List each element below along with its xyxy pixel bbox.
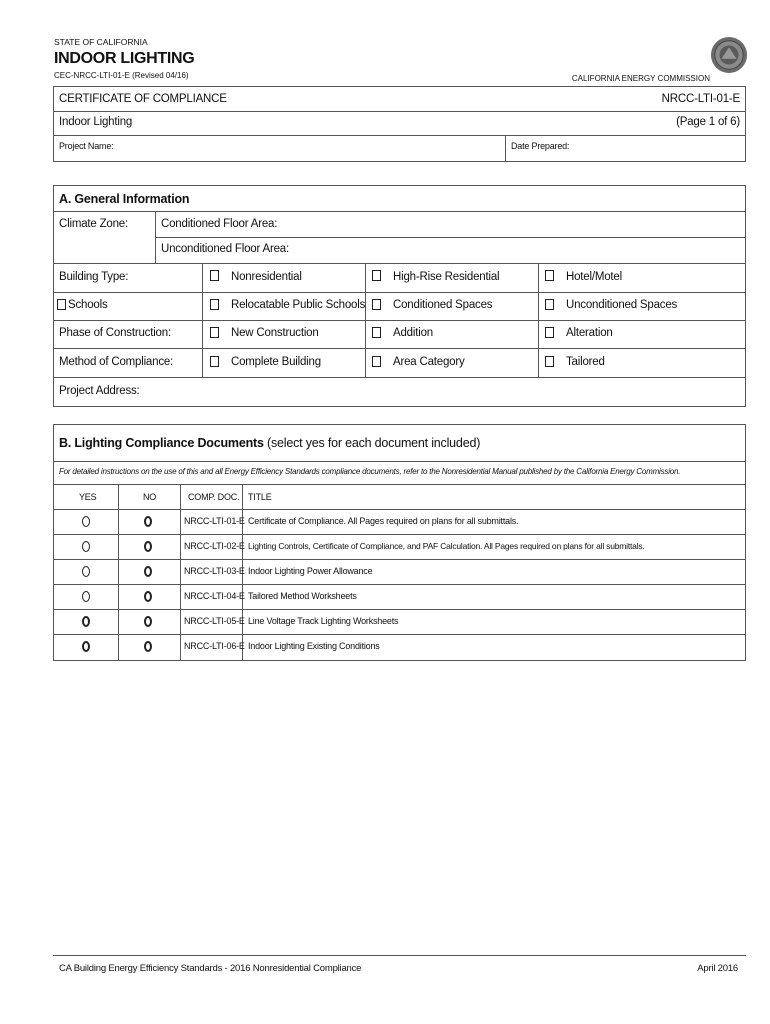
instructions-text: For detailed instructions on the use of this and all Energy Efficiency Standards compliance documents, refer to the Nonresidential Manual published by the California Energy Commission. [59, 467, 681, 476]
yes-radio[interactable] [82, 516, 90, 527]
form-id: CEC-NRCC-LTI-01-E (Revised 04/16) [54, 71, 189, 80]
complete-building-checkbox[interactable] [210, 356, 219, 367]
doc-title: Lighting Controls, Certificate of Compliance, and PAF Calculation. All Pages required on plans for all submittals. [248, 541, 645, 551]
option-label: Unconditioned Spaces [566, 299, 678, 311]
section-a-box [53, 185, 746, 407]
option-label: High-Rise Residential [393, 271, 500, 283]
project-name-label[interactable]: Project Name: [59, 141, 114, 151]
option-label: Hotel/Motel [566, 271, 622, 283]
state-label: STATE OF CALIFORNIA [54, 37, 148, 47]
doc-code: NRCC-LTI-02-E [184, 541, 245, 551]
form-title: INDOOR LIGHTING [54, 50, 195, 67]
no-radio[interactable] [144, 516, 152, 527]
no-radio[interactable] [144, 616, 152, 627]
doc-code: NRCC-LTI-01-E [184, 516, 245, 526]
unconditioned-area-label[interactable]: Unconditioned Floor Area: [161, 243, 289, 255]
certificate-title: CERTIFICATE OF COMPLIANCE [59, 93, 227, 105]
hotel-motel-checkbox[interactable] [545, 270, 554, 281]
section-b-title-bold: B. Lighting Compliance Documents [59, 436, 264, 450]
column-header-title: TITLE [248, 492, 272, 502]
yes-radio[interactable] [82, 616, 90, 627]
date-prepared-label[interactable]: Date Prepared: [511, 141, 570, 151]
doc-title: Indoor Lighting Existing Conditions [248, 641, 380, 651]
addition-checkbox[interactable] [372, 327, 381, 338]
schools-checkbox[interactable] [57, 299, 66, 310]
high-rise-residential-checkbox[interactable] [372, 270, 381, 281]
state-seal-icon [710, 36, 748, 74]
climate-zone-label[interactable]: Climate Zone: [59, 218, 128, 230]
section-b-title [59, 436, 480, 450]
doc-title: Indoor Lighting Power Allowance [248, 566, 373, 576]
agency-name: CALIFORNIA ENERGY COMMISSION [571, 74, 710, 83]
option-label: Complete Building [231, 356, 321, 368]
tailored-checkbox[interactable] [545, 356, 554, 367]
yes-radio[interactable] [82, 641, 90, 652]
yes-radio[interactable] [82, 541, 90, 552]
doc-code: NRCC-LTI-06-E [184, 641, 245, 651]
project-address-label[interactable]: Project Address: [59, 385, 140, 397]
column-header-no: NO [143, 492, 157, 502]
doc-code: NRCC-LTI-05-E [184, 616, 245, 626]
footer-left: CA Building Energy Efficiency Standards - 2016 Nonresidential Compliance [59, 963, 362, 974]
yes-radio[interactable] [82, 591, 90, 602]
doc-code: NRCC-LTI-03-E [184, 566, 245, 576]
doc-title: Certificate of Compliance. All Pages required on plans for all submittals. [248, 516, 519, 526]
option-label: Conditioned Spaces [393, 299, 493, 311]
section-b-title-rest: (select yes for each document included) [263, 436, 481, 450]
conditioned-area-label[interactable]: Conditioned Floor Area: [161, 218, 278, 230]
option-label: Alteration [566, 327, 613, 339]
alteration-checkbox[interactable] [545, 327, 554, 338]
building-type-label: Building Type: [59, 271, 129, 283]
page-number: (Page 1 of 6) [676, 116, 740, 128]
no-radio[interactable] [144, 541, 152, 552]
nonresidential-checkbox[interactable] [210, 270, 219, 281]
yes-radio[interactable] [82, 566, 90, 577]
footer-right: April 2016 [697, 963, 738, 974]
no-radio[interactable] [144, 591, 152, 602]
option-label: New Construction [231, 327, 319, 339]
doc-code: NRCC-LTI-04-E [184, 591, 245, 601]
option-label: Relocatable Public Schools [231, 299, 366, 311]
no-radio[interactable] [144, 641, 152, 652]
method-label: Method of Compliance: [59, 356, 174, 368]
relocatable-schools-checkbox[interactable] [210, 299, 219, 310]
doc-title: Tailored Method Worksheets [248, 591, 357, 601]
conditioned-spaces-checkbox[interactable] [372, 299, 381, 310]
no-radio[interactable] [144, 566, 152, 577]
option-label: Area Category [393, 356, 465, 368]
new-construction-checkbox[interactable] [210, 327, 219, 338]
schools-label: Schools [68, 299, 108, 311]
option-label: Addition [393, 327, 433, 339]
option-label: Nonresidential [231, 271, 302, 283]
column-header-yes: YES [79, 492, 97, 502]
option-label: Tailored [566, 356, 605, 368]
certificate-subtitle: Indoor Lighting [59, 116, 133, 128]
phase-label: Phase of Construction: [59, 327, 171, 339]
section-a-title: A. General Information [59, 192, 190, 206]
unconditioned-spaces-checkbox[interactable] [545, 299, 554, 310]
certificate-code: NRCC-LTI-01-E [661, 93, 740, 105]
doc-title: Line Voltage Track Lighting Worksheets [248, 616, 399, 626]
column-header-comp-doc: COMP. DOC. [188, 492, 240, 502]
area-category-checkbox[interactable] [372, 356, 381, 367]
